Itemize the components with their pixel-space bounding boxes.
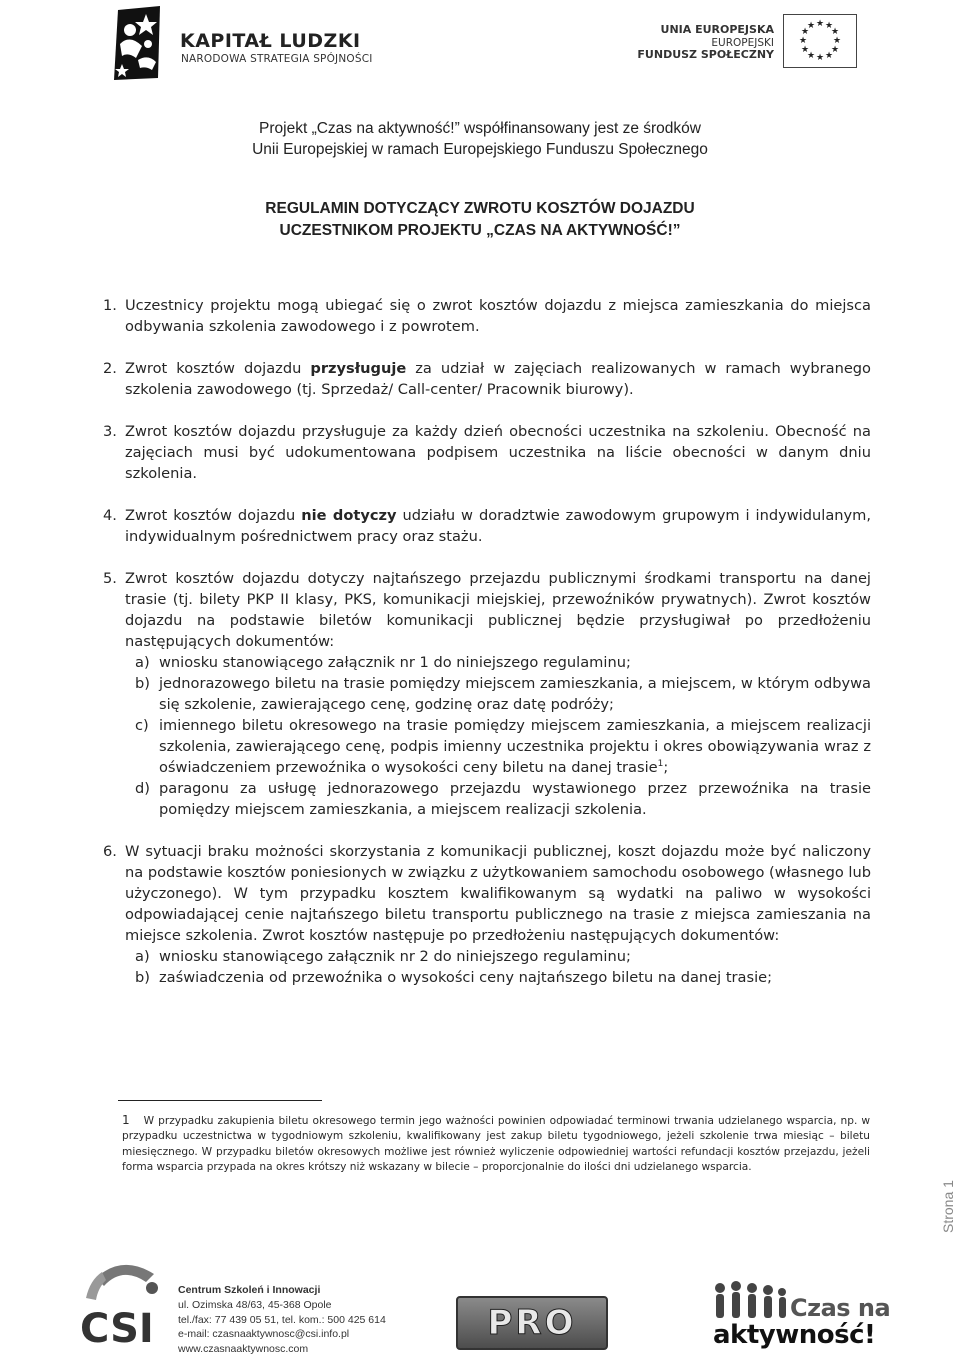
csi-logo-text: CSI bbox=[80, 1306, 154, 1352]
item-text bbox=[125, 358, 871, 400]
item-text-part: Zwrot kosztów dojazdu bbox=[125, 360, 311, 377]
org-phone: tel./fax: 77 439 05 51, tel. kom.: 500 425 614 bbox=[178, 1313, 386, 1326]
item-number: 3. bbox=[103, 423, 117, 440]
sub-item-text bbox=[159, 715, 871, 778]
sub-item-text-part: imiennego biletu okresowego na trasie pomiędzy miejscem zamieszkania, a miejscem realizacji szkolenia, zawierającego cenę, podpis imienny uczestnika projektu i okres obowiązywania wraz z oświadczeniem przewoźnika o wysokości ceny biletu na danej trasie bbox=[159, 717, 871, 776]
project-line1: Projekt „Czas na aktywność!” współfinansowany jest ze środków bbox=[259, 120, 701, 137]
sub-item-letter: b) bbox=[135, 675, 150, 692]
sub-item-letter: a) bbox=[135, 654, 150, 671]
project-line2: Unii Europejskiej w ramach Europejskiego Funduszu Społecznego bbox=[252, 141, 708, 158]
item-text bbox=[125, 505, 871, 547]
eu-line3: FUNDUSZ SPOŁECZNY bbox=[637, 48, 774, 61]
org-email: e-mail: czasnaaktywnosc@csi.info.pl bbox=[178, 1328, 350, 1341]
item-number: 4. bbox=[103, 507, 117, 524]
page-number-text: Strona 1 bbox=[940, 1180, 956, 1233]
title-line2: UCZESTNIKOM PROJEKTU „CZAS NA AKTYWNOŚĆ!” bbox=[279, 222, 681, 239]
item-text: Zwrot kosztów dojazdu przysługuje za każdy dzień obecności uczestnika na szkoleniu. Obecność na zajęciach musi być udokumentowana podpisem uczestnika na liście obecności w danym dniu szkolenia. bbox=[125, 423, 871, 482]
eu-text bbox=[637, 24, 774, 62]
svg-text:★: ★ bbox=[800, 45, 810, 55]
list-item bbox=[103, 358, 871, 400]
sub-item-letter: a) bbox=[135, 948, 150, 965]
kapital-ludzki-title: KAPITAŁ LUDZKI bbox=[180, 30, 361, 52]
sub-item-letter: c) bbox=[135, 717, 149, 734]
czas-logo-line1: Czas na bbox=[790, 1294, 891, 1322]
list-item bbox=[103, 568, 871, 820]
footnote-number: 1 bbox=[122, 1113, 130, 1127]
sub-item bbox=[125, 715, 871, 778]
eu-line1: UNIA EUROPEJSKA bbox=[660, 23, 774, 36]
kapital-ludzki-subtitle: NARODOWA STRATEGIA SPÓJNOŚCI bbox=[181, 53, 373, 65]
footnote-ref: 1 bbox=[657, 759, 664, 770]
project-info bbox=[0, 118, 960, 160]
item-text-part: Zwrot kosztów dojazdu bbox=[125, 507, 302, 524]
item-text: Zwrot kosztów dojazdu dotyczy najtańszego przejazdu publicznymi środkami transportu na danej trasie (tj. bilety PKP II klasy, PKS, komunikacji miejskiej, przewoźników prywatnych). Zwrot kosztów dojazdu na podstawie biletów komunikacji publicznej będzie przysługiwał po przedłożeniu następujących dokumentów: bbox=[125, 570, 871, 650]
svg-text:★: ★ bbox=[806, 21, 816, 31]
item-text-part: udziału w doradztwie zawodowym grupowym i indywidulanym, indywidualnym pośrednictwem pracy oraz stażu. bbox=[125, 507, 871, 545]
svg-text:★: ★ bbox=[824, 51, 834, 61]
sub-item-text: jednorazowego biletu na trasie pomiędzy miejscem zamieszkania, a miejscem, w którym odbywa się szkolenie, zawierającego cenę, godzinę oraz datę podróży; bbox=[159, 675, 871, 713]
pro-logo-text: PRO bbox=[487, 1303, 577, 1343]
sub-item-text-part: ; bbox=[663, 759, 669, 776]
svg-text:★: ★ bbox=[798, 36, 808, 46]
title-line1: REGULAMIN DOTYCZĄCY ZWROTU KOSZTÓW DOJAZDU bbox=[265, 200, 695, 217]
page-header bbox=[0, 0, 960, 100]
sub-item-text: wniosku stanowiącego załącznik nr 1 do niniejszego regulaminu; bbox=[159, 654, 631, 671]
footnote-divider bbox=[118, 1100, 322, 1101]
sub-item-text: zaświadczenia od przewoźnika o wysokości ceny najtańszego biletu na danej trasie; bbox=[159, 969, 773, 986]
svg-text:★: ★ bbox=[830, 27, 840, 37]
kapital-ludzki-logo bbox=[108, 4, 168, 82]
sub-item-text: paragonu za usługę jednorazowego przejazdu wystawionego przez przewoźnika na trasie pomiędzy miejscem zamieszkania, a miejscem realizacji szkolenia. bbox=[159, 780, 871, 818]
org-name: Centrum Szkoleń i Innowacji bbox=[178, 1284, 321, 1296]
sub-item bbox=[125, 778, 871, 820]
item-text-part: za udział w zajęciach realizowanych w ramach wybranego szkolenia zawodowego (tj. Sprzedaż/ Call-center/ Pracownik biurowy). bbox=[125, 360, 871, 398]
svg-text:★: ★ bbox=[832, 36, 842, 46]
emphasis-text: przysługuje bbox=[310, 360, 407, 377]
contact-info bbox=[178, 1283, 386, 1357]
regulation-body bbox=[103, 295, 871, 988]
svg-text:★: ★ bbox=[800, 27, 810, 37]
item-number: 2. bbox=[103, 360, 117, 377]
list-item bbox=[103, 295, 871, 337]
emphasis-text: nie dotyczy bbox=[301, 507, 397, 524]
svg-text:★: ★ bbox=[815, 53, 825, 63]
csi-logo bbox=[76, 1258, 168, 1352]
document-title bbox=[0, 198, 960, 242]
sub-item bbox=[125, 652, 871, 673]
eu-flag-icon bbox=[783, 14, 857, 68]
sub-item-letter: d) bbox=[135, 780, 150, 797]
list-item bbox=[103, 421, 871, 484]
list-item bbox=[103, 841, 871, 988]
item-number: 5. bbox=[103, 570, 117, 587]
sub-item bbox=[125, 673, 871, 715]
sub-item bbox=[125, 946, 871, 967]
pro-logo bbox=[456, 1296, 608, 1350]
org-address: ul. Ozimska 48/63, 45-368 Opole bbox=[178, 1298, 332, 1311]
list-item bbox=[103, 505, 871, 547]
item-number: 1. bbox=[103, 297, 117, 314]
sub-item bbox=[125, 967, 871, 988]
item-number: 6. bbox=[103, 843, 117, 860]
page-number bbox=[930, 1145, 960, 1235]
svg-text:★: ★ bbox=[806, 51, 816, 61]
eu-line2: EUROPEJSKI bbox=[711, 36, 774, 49]
sub-item-text: wniosku stanowiącego załącznik nr 2 do niniejszego regulaminu; bbox=[159, 948, 631, 965]
item-text: Uczestnicy projektu mogą ubiegać się o zwrot kosztów dojazdu z miejsca zamieszkania do miejsca odbywania szkolenia zawodowego i z powrotem. bbox=[125, 297, 871, 335]
svg-text:★: ★ bbox=[824, 21, 834, 31]
footnote-text: W przypadku zakupienia biletu okresowego termin jego ważności powinien odpowiadać terminowi trwania udzielanego wsparcia, np. w przypadku uczestnictwa w tygodniowym szkoleniu, kwalifikowany jest zakup biletu tygodniowego, jeżeli szkolenie trwa miesiąc – biletu miesięcznego. W przypadku biletów okresowych możliwe jest również wyliczenie odpowiedniej wartości refundacji kosztów przejazdu, jeżeli forma wsparcia przypada na okres krótszy niż wskazany w bilecie – proporcjonalnie do ilości dni udzielanego wsparcia. bbox=[122, 1115, 870, 1173]
svg-text:★: ★ bbox=[830, 45, 840, 55]
item-text: W sytuacji braku możności skorzystania z komunikacji publicznej, koszt dojazdu może być naliczony na podstawie kosztów poniesionych w związku z użytkowaniem samochodu osobowego (własnego lub użyczonego). W tym przypadku kosztem kwalifikowanym są wydatki na paliwo w wysokości odpowiadającej cenie najtańszego biletu transportu publicznego na trasie z miejsca zamieszania na miejsce szkolenia. Zwrot kosztów następuje po przedłożeniu następujących dokumentów: bbox=[125, 843, 871, 944]
svg-text:★: ★ bbox=[815, 19, 825, 29]
org-website: www.czasnaaktywnosc.com bbox=[178, 1343, 309, 1356]
footnote bbox=[122, 1113, 870, 1175]
czas-logo-line2: aktywność! bbox=[713, 1320, 876, 1350]
sub-item-letter: b) bbox=[135, 969, 150, 986]
